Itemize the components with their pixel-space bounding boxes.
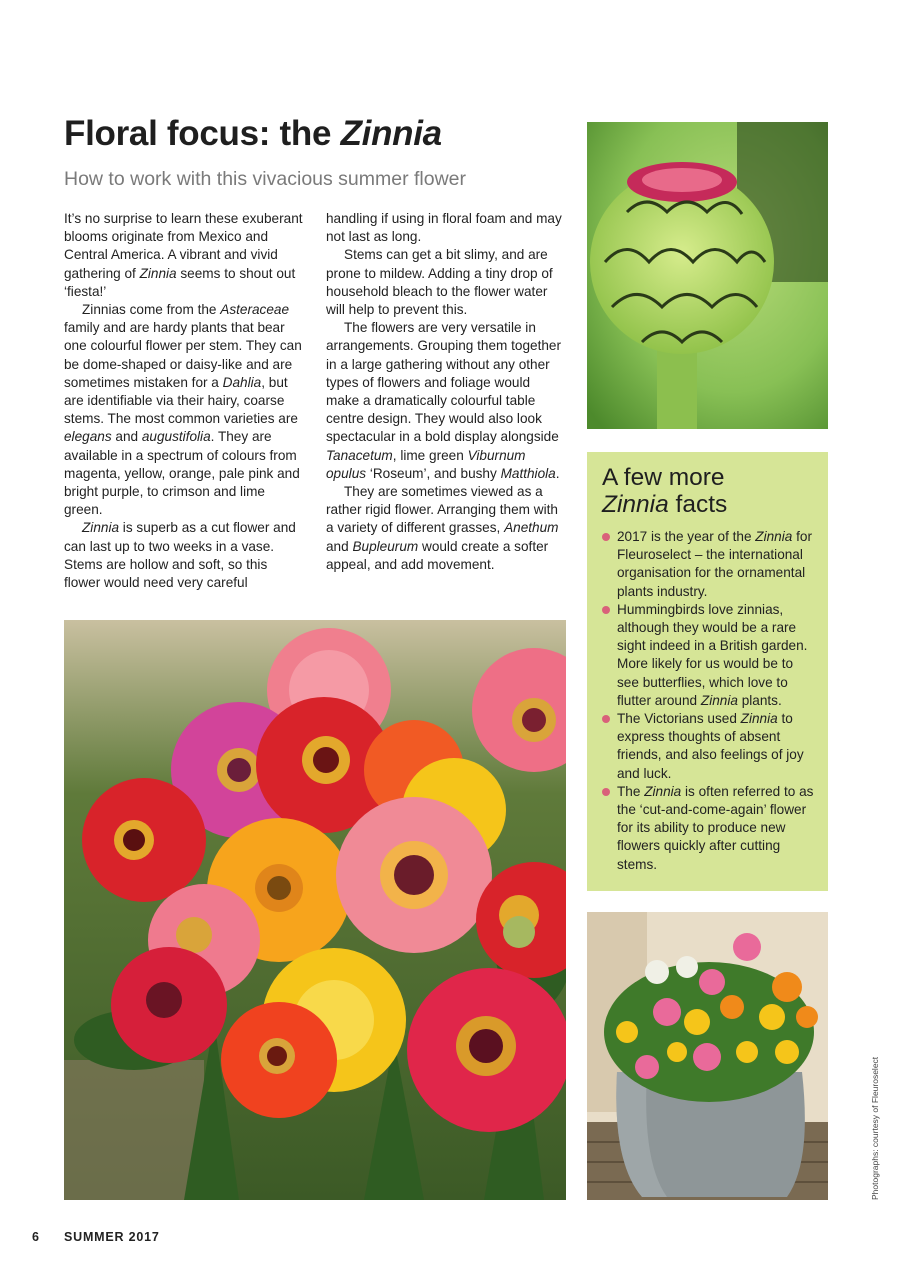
italic-text: Zinnia bbox=[139, 265, 177, 281]
title-italic: Zinnia bbox=[340, 114, 442, 153]
body-paragraph bbox=[64, 210, 304, 301]
page-number: 6 bbox=[32, 1230, 40, 1244]
body-paragraph bbox=[326, 246, 566, 319]
zinnia-bouquet-image bbox=[64, 620, 566, 1200]
text-run: family and are hardy plants that bear one colourful flower per stem. They can be dome-shaped or daisy-like and are sometimes mistaken for a bbox=[64, 320, 302, 390]
italic-text: elegans bbox=[64, 429, 112, 445]
facts-heading bbox=[602, 464, 816, 518]
title-text: Floral focus: the bbox=[64, 114, 341, 153]
italic-text: Zinnia bbox=[755, 529, 793, 544]
text-run: Stems can get a bit slimy, and are prone to mildew. Adding a tiny drop of household bleach to the flower water will help to prevent this. bbox=[326, 247, 553, 318]
body-column-right bbox=[326, 210, 566, 574]
text-run: and bbox=[326, 538, 353, 554]
body-paragraph bbox=[326, 210, 566, 246]
italic-text: augustifolia bbox=[141, 429, 211, 445]
text-run: is superb as a cut flower and can last up to two weeks in a vase. Stems are hollow and soft, so this flower would need very careful bbox=[64, 520, 296, 591]
article-title bbox=[64, 114, 584, 154]
photo-credit: Photographs: courtesy of Fleuroselect bbox=[870, 1056, 880, 1200]
fact-item bbox=[602, 528, 816, 601]
text-run: and bbox=[111, 429, 142, 445]
italic-text: Viburnum opulus bbox=[326, 447, 526, 481]
zinnia-pot-photo bbox=[587, 912, 828, 1200]
italic-text: Matthiola bbox=[500, 465, 556, 481]
article-subtitle: How to work with this vivacious summer flower bbox=[64, 168, 467, 190]
body-paragraph bbox=[64, 519, 304, 592]
facts-heading-italic: Zinnia bbox=[602, 491, 669, 518]
text-run: seems to shout out ‘fiesta!’ bbox=[64, 265, 296, 299]
text-run: Hummingbirds love zinnias, although they would be a rare sight indeed in a British garden. More likely for us would be to see butterflies, which love to flutter around bbox=[617, 601, 808, 708]
text-run: for Fleuroselect – the international organisation for the ornamental plants industry. bbox=[617, 529, 812, 599]
text-run: . bbox=[555, 465, 560, 481]
text-run: ‘Roseum’, and bushy bbox=[366, 465, 501, 481]
text-run: They are sometimes viewed as a rather rigid flower. Arranging them with a variety of different grasses, bbox=[326, 484, 558, 536]
text-run: , but are identifiable via their hairy, coarse stems. The most common varieties are bbox=[64, 374, 298, 427]
facts-list bbox=[602, 528, 816, 874]
italic-text: Tanacetum bbox=[326, 447, 393, 463]
facts-heading-rest: facts bbox=[668, 491, 728, 518]
facts-heading-line1: A few more bbox=[602, 464, 725, 491]
italic-text: Zinnia bbox=[82, 520, 120, 536]
zinnia-bouquet-photo bbox=[64, 620, 566, 1200]
text-run: The bbox=[617, 783, 645, 799]
italic-text: Bupleurum bbox=[352, 538, 419, 554]
text-run: plants. bbox=[737, 692, 782, 708]
zinnia-bud-image bbox=[587, 122, 828, 429]
fact-item bbox=[602, 601, 816, 710]
text-run: , lime green bbox=[392, 447, 468, 463]
bullet-icon bbox=[602, 533, 610, 541]
zinnia-pot-image bbox=[587, 912, 828, 1200]
text-run: to express thoughts of absent friends, and also feelings of joy and luck. bbox=[617, 711, 804, 781]
body-paragraph bbox=[64, 301, 304, 519]
italic-text: Zinnia bbox=[644, 783, 682, 799]
italic-text: Zinnia bbox=[700, 692, 738, 708]
italic-text: Asteraceae bbox=[220, 302, 290, 318]
text-run: The Victorians used bbox=[617, 711, 741, 727]
bullet-icon bbox=[602, 715, 610, 723]
issue-label: SUMMER 2017 bbox=[64, 1230, 160, 1244]
text-run: would create a softer appeal, and add movement. bbox=[326, 538, 549, 572]
italic-text: Anethum bbox=[504, 520, 559, 536]
text-run: It’s no surprise to learn these exuberant blooms originate from Mexico and Central America. A vibrant and vivid gathering of bbox=[64, 211, 303, 281]
zinnia-bud-photo bbox=[587, 122, 828, 429]
italic-text: Zinnia bbox=[740, 711, 778, 727]
facts-box bbox=[587, 452, 828, 891]
body-paragraph bbox=[326, 319, 566, 483]
body-column-left bbox=[64, 210, 304, 592]
text-run: Zinnias come from the bbox=[82, 302, 221, 318]
fact-item bbox=[602, 710, 816, 783]
text-run: 2017 is the year of the bbox=[617, 529, 756, 544]
bullet-icon bbox=[602, 606, 610, 614]
text-run: The flowers are very versatile in arrangements. Grouping them together in a large gathering without any other types of flowers and foliage would make a dramatically colourful table centre design. They would also look spectacular in a bold display alongside bbox=[326, 320, 562, 445]
text-run: handling if using in floral foam and may not last as long. bbox=[326, 211, 562, 245]
text-run: . They are available in a spectrum of colours from magenta, yellow, orange, pale pink and bright purple, to crimson and lime green. bbox=[64, 429, 300, 518]
bullet-icon bbox=[602, 788, 610, 796]
body-paragraph bbox=[326, 483, 566, 574]
fact-item bbox=[602, 783, 816, 874]
italic-text: Dahlia bbox=[222, 374, 262, 390]
text-run: is often referred to as the ‘cut-and-come-again’ flower for its ability to produce new flowers quickly after cutting stems. bbox=[617, 783, 814, 872]
